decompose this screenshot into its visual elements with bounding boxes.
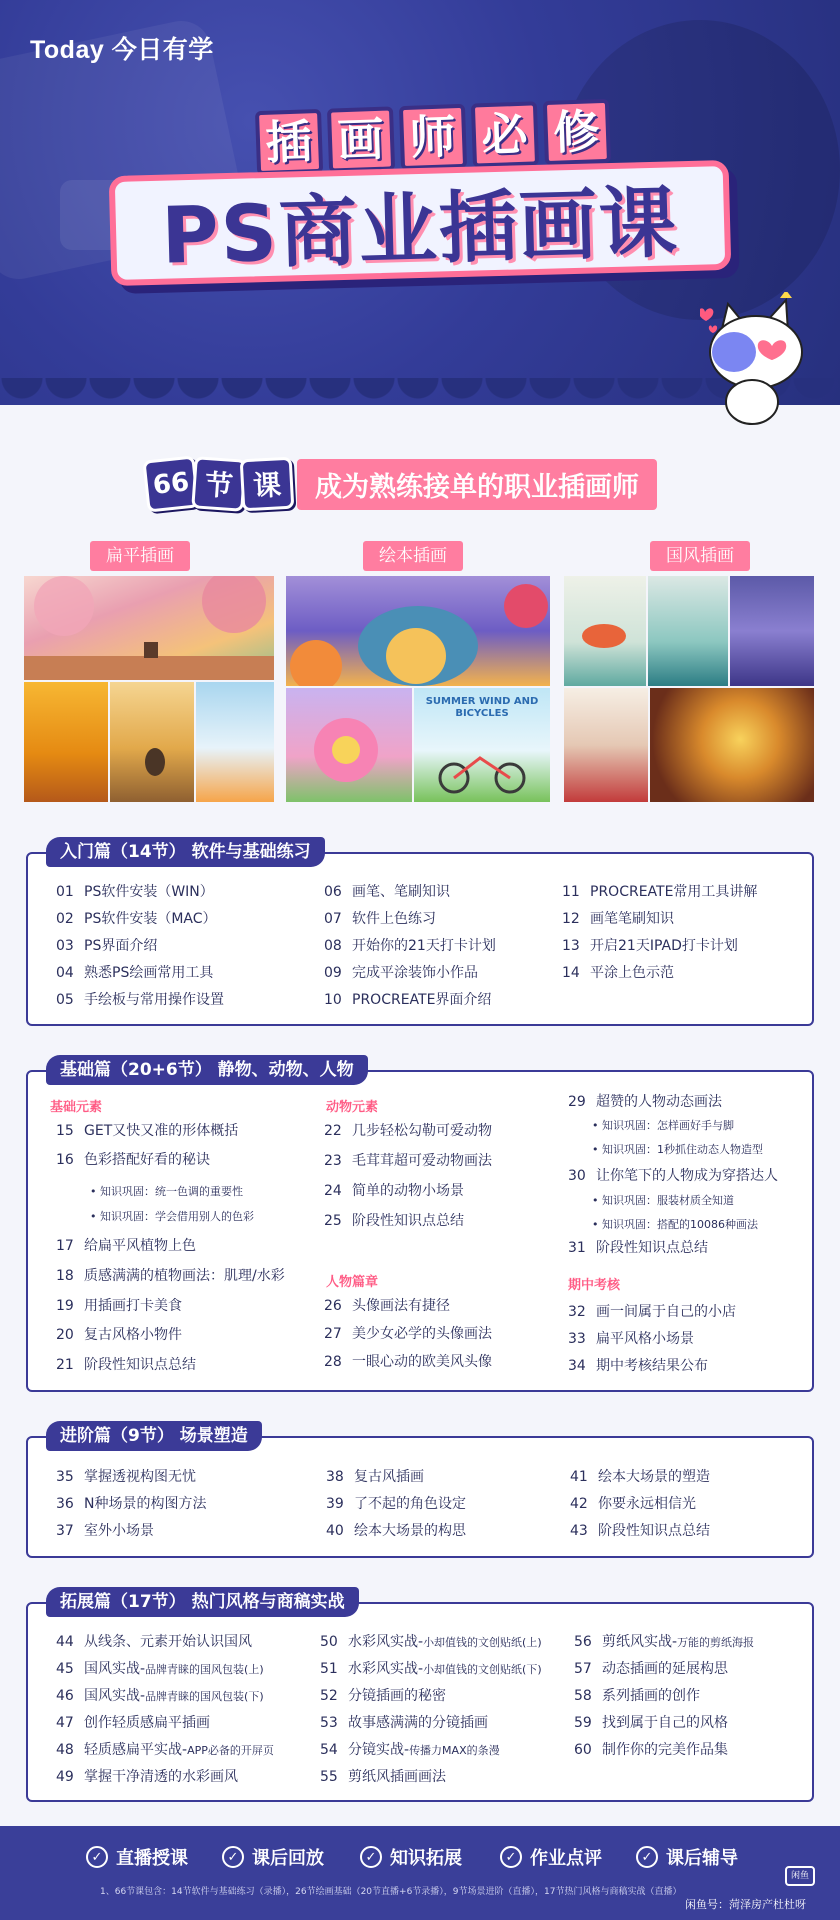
lesson-item: 40 绘本大场景的构思 <box>326 1523 466 1539</box>
fish-icon <box>564 576 646 686</box>
lesson-item: 52 分镜插画的秘密 <box>320 1688 446 1704</box>
artwork-guofeng-portrait <box>564 688 648 802</box>
lesson-item: 12 画笔笔刷知识 <box>562 911 674 927</box>
watermark-badge: 闲鱼 <box>785 1866 815 1886</box>
mascot-cat-icon <box>700 292 810 432</box>
lesson-item: 41 绘本大场景的塑造 <box>570 1469 710 1485</box>
lesson-item: 57 动态插画的延展构思 <box>574 1661 728 1677</box>
slogan-char: 课 <box>240 457 295 512</box>
flower-icon <box>286 688 412 802</box>
lesson-item: 27 美少女必学的头像画法 <box>324 1326 492 1342</box>
lesson-item: 30 让你笔下的人物成为穿搭达人 <box>568 1168 778 1184</box>
lesson-item: 32 画一间属于自己的小店 <box>568 1304 736 1320</box>
title-char: 插 <box>254 109 322 175</box>
lesson-item: 26 头像画法有捷径 <box>324 1298 450 1314</box>
artwork-guofeng-golden <box>650 688 814 802</box>
lesson-item: 51 水彩风实战-小却值钱的文创贴纸(下) <box>320 1661 542 1677</box>
slogan-text: 成为熟练接单的职业插画师 <box>297 459 657 510</box>
lesson-item: 05 手绘板与常用操作设置 <box>56 992 224 1008</box>
lesson-bullet: • 知识巩固：怎样画好手与脚 <box>592 1117 734 1133</box>
check-icon: ✓ <box>360 1846 382 1868</box>
lesson-item: 39 了不起的角色设定 <box>326 1496 466 1512</box>
lesson-item: 16 色彩搭配好看的秘诀 <box>56 1152 210 1168</box>
lesson-item: 22 几步轻松勾勒可爱动物 <box>324 1123 492 1139</box>
artwork-picturebook-flower <box>286 688 412 802</box>
lesson-item: 29 超赞的人物动态画法 <box>568 1094 722 1110</box>
category-picturebook-tag: 绘本插画 <box>363 541 463 571</box>
title-char: 修 <box>542 99 610 165</box>
section-basic-title: 基础篇（20+6节） 静物、动物、人物 <box>46 1055 368 1085</box>
feature-live: ✓ 直播授课 <box>86 1844 188 1870</box>
feature-tutoring: ✓ 课后辅导 <box>636 1844 738 1870</box>
lesson-item: 18 质感满满的植物画法：肌理/水彩 <box>56 1268 285 1284</box>
artwork-guofeng-fish <box>564 576 646 686</box>
category-flat-tag: 扁平插画 <box>90 541 190 571</box>
lesson-bullet: • 知识巩固：统一色调的重要性 <box>90 1183 243 1199</box>
footer-note: 1、66节课包含：14节软件与基础练习（录播），26节绘画基础（20节直播+6节录播），9节场景进阶（直播），17节热门风格与商稿实战（直播） <box>100 1887 682 1897</box>
lesson-item: 44 从线条、元素开始认识国风 <box>56 1634 252 1650</box>
page-title <box>109 160 732 286</box>
lesson-count: 66 <box>142 455 199 512</box>
lesson-item: 50 水彩风实战-小却值钱的文创贴纸(上) <box>320 1634 542 1650</box>
check-icon: ✓ <box>86 1846 108 1868</box>
artwork-picturebook-house <box>286 576 550 686</box>
course-slogan <box>145 456 657 512</box>
artwork-picturebook-bicycle <box>414 688 550 802</box>
category-label: 期中考核 <box>568 1278 621 1293</box>
lesson-item: 28 一眼心动的欧美风头像 <box>324 1354 492 1370</box>
artwork-flat-landscape <box>24 576 274 680</box>
title-char: 师 <box>398 104 466 170</box>
lesson-item: 47 创作轻质感扁平插画 <box>56 1715 210 1731</box>
lesson-item: 59 找到属于自己的风格 <box>574 1715 728 1731</box>
lesson-item: 25 阶段性知识点总结 <box>324 1213 464 1229</box>
lesson-item: 53 故事感满满的分镜插画 <box>320 1715 488 1731</box>
lesson-item: 08 开始你的21天打卡计划 <box>324 938 496 954</box>
lesson-item: 04 熟悉PS绘画常用工具 <box>56 965 214 981</box>
lesson-item: 06 画笔、笔刷知识 <box>324 884 450 900</box>
lesson-item: 19 用插画打卡美食 <box>56 1298 182 1314</box>
lesson-bullet: • 知识巩固：1秒抓住动态人物造型 <box>592 1141 763 1157</box>
section-advanced-title: 进阶篇（9节） 场景塑造 <box>46 1421 262 1451</box>
category-label: 动物元素 <box>326 1100 379 1115</box>
lesson-item: 02 PS软件安装（MAC） <box>56 911 217 927</box>
feature-knowledge: ✓ 知识拓展 <box>360 1844 462 1870</box>
lesson-item: 24 简单的动物小场景 <box>324 1183 464 1199</box>
lesson-item: 11 PROCREATE常用工具讲解 <box>562 884 758 900</box>
feature-replay: ✓ 课后回放 <box>222 1844 324 1870</box>
tree-icon <box>24 576 274 680</box>
feature-review: ✓ 作业点评 <box>500 1844 602 1870</box>
lesson-item: 09 完成平涂装饰小作品 <box>324 965 478 981</box>
lesson-item: 34 期中考核结果公布 <box>568 1358 708 1374</box>
category-guofeng-tag: 国风插画 <box>650 541 750 571</box>
lesson-item: 15 GET又快又准的形体概括 <box>56 1123 239 1139</box>
lesson-item: 33 扁平风格小场景 <box>568 1331 694 1347</box>
lesson-item: 46 国风实战-品牌青睐的国风包装(下) <box>56 1688 264 1704</box>
lesson-item: 55 剪纸风插画画法 <box>320 1769 446 1785</box>
lesson-bullet: • 知识巩固：学会借用别人的色彩 <box>90 1208 254 1224</box>
slogan-char: 节 <box>191 456 247 512</box>
figure-icon <box>110 682 194 802</box>
lesson-item: 01 PS软件安装（WIN） <box>56 884 214 900</box>
lesson-item: 23 毛茸茸超可爱动物画法 <box>324 1153 492 1169</box>
lesson-item: 20 复古风格小物件 <box>56 1327 182 1343</box>
brand-logo: Today 今日有学 <box>30 36 214 64</box>
lesson-item: 38 复古风插画 <box>326 1469 424 1485</box>
lesson-bullet: • 知识巩固：搭配的10086种画法 <box>592 1216 758 1232</box>
lesson-item: 35 掌握透视构图无忧 <box>56 1469 196 1485</box>
watermark-text: 闲鱼号：菏泽房产杜杜呀 <box>685 1898 806 1911</box>
footer-bar <box>0 1826 840 1920</box>
artwork-guofeng-mountain <box>648 576 728 686</box>
lesson-item: 14 平涂上色示范 <box>562 965 674 981</box>
lesson-item: 03 PS界面介绍 <box>56 938 158 954</box>
lesson-item: 13 开启21天IPAD打卡计划 <box>562 938 738 954</box>
lesson-item: 54 分镜实战-传播力MAX的条漫 <box>320 1742 500 1758</box>
title-char: 画 <box>326 106 394 172</box>
lesson-bullet: • 知识巩固：服装材质全知道 <box>592 1192 734 1208</box>
lesson-item: 56 剪纸风实战-万能的剪纸海报 <box>574 1634 755 1650</box>
lesson-item: 45 国风实战-品牌青睐的国风包装(上) <box>56 1661 264 1677</box>
check-icon: ✓ <box>500 1846 522 1868</box>
lesson-item: 07 软件上色练习 <box>324 911 436 927</box>
title-char: 必 <box>470 101 538 167</box>
lesson-item: 48 轻质感扁平实战-APP必备的开屏页 <box>56 1742 274 1758</box>
lesson-item: 36 N种场景的构图方法 <box>56 1496 207 1512</box>
section-intro-title: 入门篇（14节） 软件与基础练习 <box>46 837 325 867</box>
lesson-item: 10 PROCREATE界面介绍 <box>324 992 492 1008</box>
lesson-item: 58 系列插画的创作 <box>574 1688 700 1704</box>
artwork-guofeng-night <box>730 576 814 686</box>
category-label: 基础元素 <box>50 1100 103 1115</box>
lesson-item: 37 室外小场景 <box>56 1523 154 1539</box>
lesson-item: 31 阶段性知识点总结 <box>568 1240 708 1256</box>
check-icon: ✓ <box>636 1846 658 1868</box>
house-icon <box>286 576 550 686</box>
section-extension-title: 拓展篇（17节） 热门风格与商稿实战 <box>46 1587 359 1617</box>
lesson-item: 21 阶段性知识点总结 <box>56 1357 196 1373</box>
artwork-flat-autumn <box>24 682 108 802</box>
artwork-title: SUMMER WIND AND BICYCLES <box>425 696 539 719</box>
page-title-text: PS商业插画课 <box>160 178 680 282</box>
artwork-flat-sky <box>196 682 274 802</box>
lesson-item: 43 阶段性知识点总结 <box>570 1523 710 1539</box>
category-label: 人物篇章 <box>326 1275 379 1290</box>
lesson-item: 17 给扁平风植物上色 <box>56 1238 196 1254</box>
lesson-item: 42 你要永远相信光 <box>570 1496 696 1512</box>
lesson-item: 49 掌握干净清透的水彩画风 <box>56 1769 238 1785</box>
lesson-item: 60 制作你的完美作品集 <box>574 1742 728 1758</box>
check-icon: ✓ <box>222 1846 244 1868</box>
artwork-flat-field <box>110 682 194 802</box>
